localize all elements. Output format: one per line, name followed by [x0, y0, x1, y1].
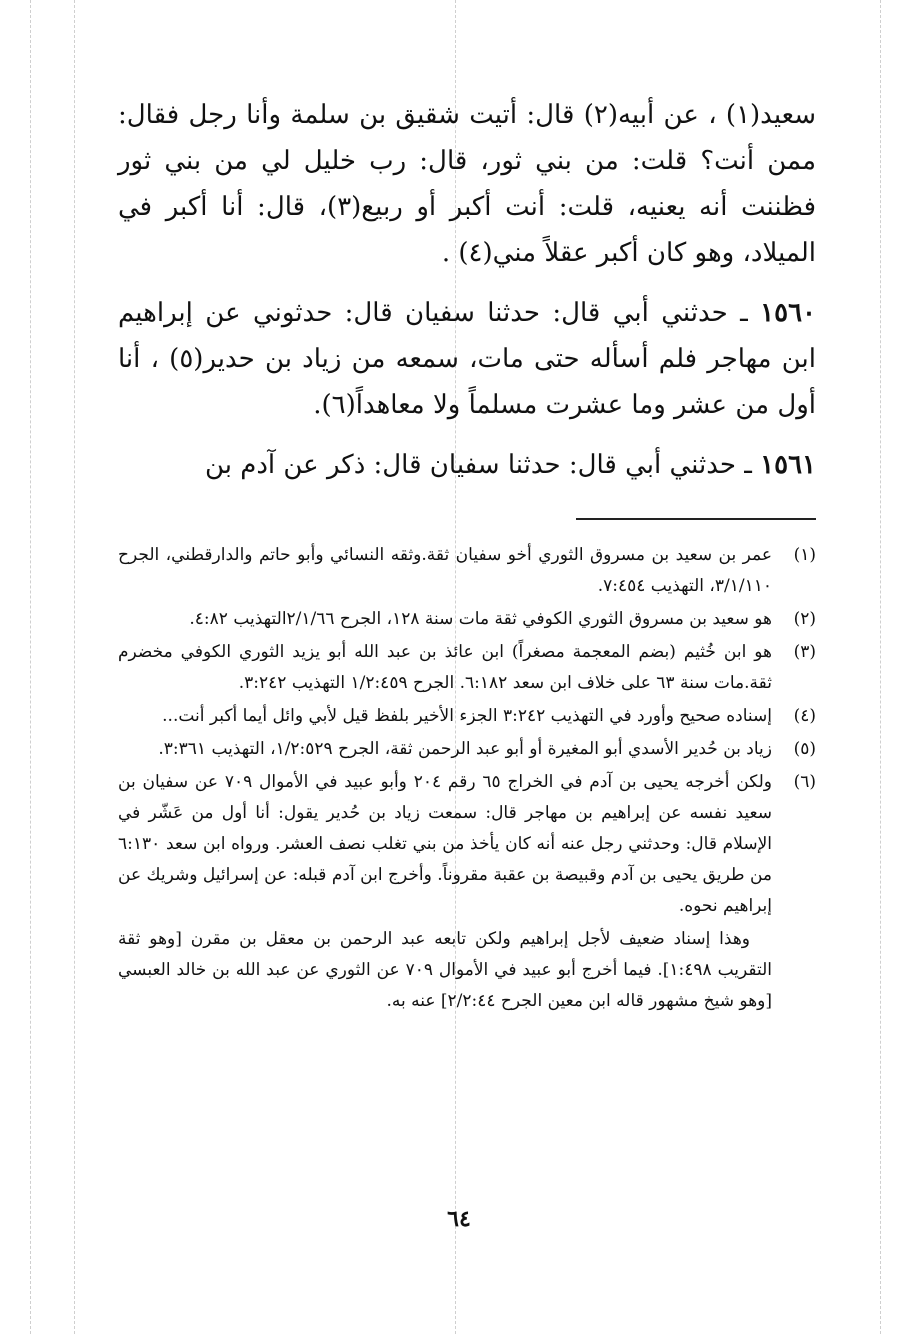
- footnote-marker: (٦): [793, 772, 816, 792]
- main-paragraph: [118, 290, 816, 428]
- margin-guide: [74, 0, 75, 1334]
- footnote-marker: (٣): [793, 642, 816, 662]
- main-paragraph: [118, 92, 816, 276]
- footnote-marker: (٥): [793, 739, 816, 759]
- page-number: ٦٤: [447, 1206, 471, 1232]
- paragraph-text: سعيد(١) ، عن أبيه(٢) قال: أتيت شقيق بن سلمة وأنا رجل فقال: ممن أنت؟ قلت: من بني ثور، قال: رب خليل لي من بني ثور فظننت أنه يعنيه، قلت: أنت أكبر أو ربيع(٣)، قال: أنا أكبر في الميلاد، وهو كان أكبر عقلاً مني(٤) .: [118, 100, 816, 268]
- footnote-text: زياد بن حُدير الأسدي أبو المغيرة أو أبو عبد الرحمن ثقة، الجرح ١/٢:٥٢٩، التهذيب ٣:٣٦١.: [158, 739, 772, 759]
- margin-guide: [30, 0, 31, 1334]
- paragraph-text: ـ حدثني أبي قال: حدثنا سفيان قال: حدثوني عن إبراهيم ابن مهاجر فلم أسأله حتى مات، سمعه من زياد بن حدير(٥) ، أنا أول من عشر وما عشرت مسلماً ولا معاهداً(٦).: [118, 298, 817, 420]
- footnote-text: هو سعيد بن مسروق الثوري الكوفي ثقة مات سنة ١٢٨، الجرح ٢/١/٦٦التهذيب ٤:٨٢.: [189, 609, 772, 629]
- footnote-marker: (١): [793, 545, 816, 565]
- footnote-text: هو ابن خُثيم (بضم المعجمة مصغراً) ابن عائذ بن عبد الله أبو يزيد الثوري الكوفي مخضرم ثقة.مات سنة ٦٣ على خلاف ابن سعد ٦:١٨٢. الجرح ١/٢:٤٥٩ التهذيب ٣:٢٤٢.: [118, 642, 772, 693]
- footnote-text: إسناده صحيح وأورد في التهذيب ٣:٢٤٢ الجزء الأخير بلفظ قيل لأبي وائل أيما أكبر أنت...: [162, 706, 772, 726]
- paragraph-text: ـ حدثني أبي قال: حدثنا سفيان قال: ذكر عن آدم بن: [204, 450, 761, 480]
- hadith-number: ١٥٦٠: [760, 298, 816, 328]
- footnote: [118, 637, 816, 699]
- footnote: [118, 604, 816, 635]
- footnote: [118, 734, 816, 765]
- footnote-text: ولكن أخرجه يحيى بن آدم في الخراج ٦٥ رقم ٢٠٤ وأبو عبيد في الأموال ٧٠٩ عن سفيان بن سعيد نفسه عن إبراهيم بن مهاجر قال: سمعت زياد بن حُدير يقول: أنا أول من عَشّر في الإسلام قال: وحدثني رجل عنه أنه كان يأخذ من بني تغلب نصف العشر. ورواه ابن سعد ٦:١٣٠ من طريق يحيى بن آدم وقبيصة بن عقبة مقروناً. وأخرج ابن آدم قبله: عن إسرائيل وشريك عن إبراهيم نحوه.: [118, 772, 772, 916]
- footnote: [118, 701, 816, 732]
- footnote-separator: [576, 518, 816, 520]
- margin-guide: [880, 0, 881, 1334]
- footnote-marker: (٢): [793, 609, 816, 629]
- footnote-marker: (٤): [793, 706, 816, 726]
- footnote-continuation: وهذا إسناد ضعيف لأجل إبراهيم ولكن تابعه عبد الرحمن بن معقل بن مقرن [وهو ثقة التقريب ١:٤٩٨]. فيما أخرج أبو عبيد في الأموال ٧٠٩ عن الثوري عن عبد الله بن خالد العبسي [وهو شيخ مشهور قاله ابن معين الجرح ٢/٢:٤٤] عنه به.: [118, 929, 773, 1011]
- footnote-text: عمر بن سعيد بن مسروق الثوري أخو سفيان ثقة.وثقه النسائي وأبو حاتم والدارقطني، الجرح ٣/١/١١٠، التهذيب ٧:٤٥٤.: [118, 545, 772, 596]
- page-body: [118, 92, 816, 1019]
- hadith-number: ١٥٦١: [760, 450, 816, 480]
- footnote: [118, 767, 816, 922]
- main-paragraph: [118, 442, 816, 488]
- footnote: [118, 540, 816, 602]
